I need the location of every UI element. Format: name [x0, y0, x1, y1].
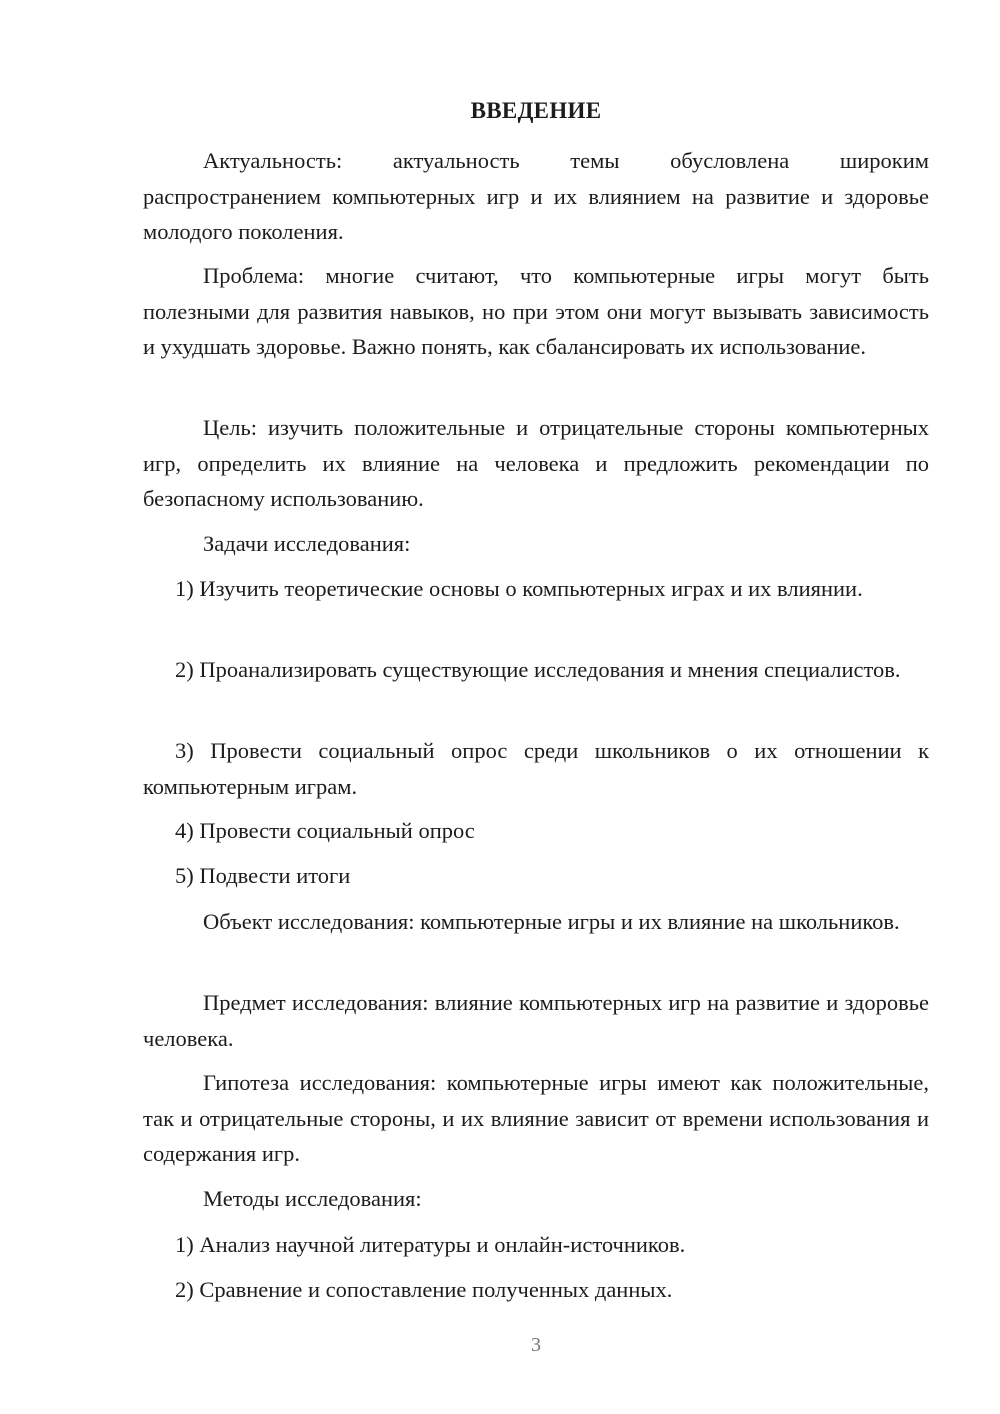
list-item-task-3: 3) Провести социальный опрос среди школьников о их отношении к компьютерным играм.	[143, 738, 929, 799]
paragraph-research-subject: Предмет исследования: влияние компьютерных игр на развитие и здоровье человека.	[143, 990, 929, 1051]
paragraph-relevance: Актуальность: актуальность темы обусловлена широким распространением компьютерных игр и их влиянием на развитие и здоровье молодого поколения.	[143, 148, 929, 244]
page-number: 3	[531, 1334, 541, 1356]
list-item-task-1: 1) Изучить теоретические основы о компьютерных играх и их влиянии.	[175, 576, 863, 601]
paragraph-methods-heading: Методы исследования:	[203, 1186, 422, 1211]
list-item-method-2: 2) Сравнение и сопоставление полученных данных.	[175, 1277, 673, 1302]
list-item-method-1: 1) Анализ научной литературы и онлайн-источников.	[175, 1232, 686, 1257]
paragraph-tasks-heading: Задачи исследования:	[203, 531, 411, 556]
paragraph-goal: Цель: изучить положительные и отрицательные стороны компьютерных игр, определить их влияние на человека и предложить рекомендации по безопасному использованию.	[143, 415, 929, 511]
list-item-task-2: 2) Проанализировать существующие исследования и мнения специалистов.	[175, 657, 901, 682]
list-item-task-5: 5) Подвести итоги	[175, 863, 351, 888]
paragraph-hypothesis: Гипотеза исследования: компьютерные игры имеют как положительные, так и отрицательные стороны, и их влияние зависит от времени использования и содержания игр.	[143, 1070, 929, 1166]
paragraph-research-object: Объект исследования: компьютерные игры и их влияние на школьников.	[203, 909, 900, 934]
list-item-task-4: 4) Провести социальный опрос	[175, 818, 475, 843]
paragraph-problem: Проблема: многие считают, что компьютерные игры могут быть полезными для развития навыков, но при этом они могут вызывать зависимость и ухудшать здоровье. Важно понять, как сбалансировать их использование.	[143, 263, 929, 359]
section-heading: ВВЕДЕНИЕ	[470, 98, 602, 123]
